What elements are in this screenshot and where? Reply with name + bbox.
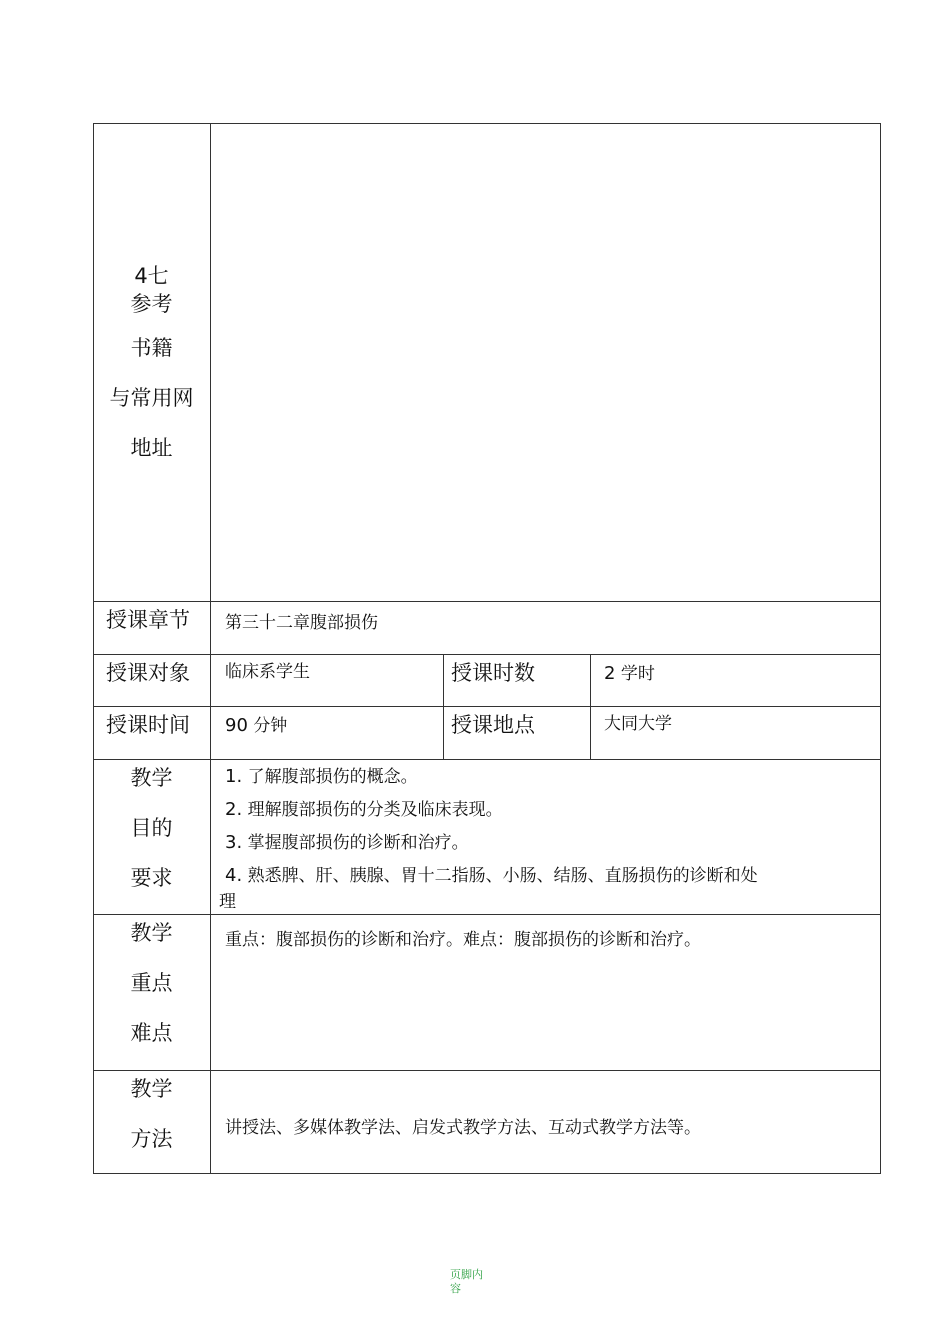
objectives-label-line-2: 目的 xyxy=(130,816,173,840)
chapter-label: 授课章节 xyxy=(106,608,190,632)
audience-label: 授课对象 xyxy=(106,661,190,685)
row-divider-4 xyxy=(93,759,881,760)
key-points-label-line-3: 难点 xyxy=(130,1021,173,1045)
footer-line-2: 容 xyxy=(450,1282,461,1295)
objective-num-4: 4. xyxy=(225,865,243,886)
minutes-unit: 分钟 xyxy=(253,716,288,736)
objective-item-4-wrap: 理 xyxy=(219,892,236,912)
chapter-value: 第三十二章腹部损伤 xyxy=(225,613,378,633)
hours-number: 2 xyxy=(604,663,616,684)
references-label xyxy=(93,260,210,460)
key-points-label xyxy=(93,917,210,1057)
objective-item-3 xyxy=(225,828,469,853)
references-label-line-5: 地址 xyxy=(130,436,173,460)
inner-divider-b xyxy=(590,654,591,759)
key-points-label-line-2: 重点 xyxy=(130,971,173,995)
inner-divider-a xyxy=(443,654,444,759)
table-border-bottom xyxy=(93,1173,881,1174)
objective-text-1: 了解腹部损伤的概念。 xyxy=(247,767,418,787)
objective-text-2: 理解腹部损伤的分类及临床表现。 xyxy=(247,800,503,820)
table-column-divider xyxy=(210,123,211,1174)
row-divider-6 xyxy=(93,1070,881,1071)
objectives-label-line-1: 教学 xyxy=(130,766,173,790)
footer-line-1: 页脚内 xyxy=(450,1268,483,1281)
minutes-number: 90 xyxy=(225,715,248,736)
key-points-label-line-1: 教学 xyxy=(130,921,173,945)
key-points-value: 重点：腹部损伤的诊断和治疗。难点：腹部损伤的诊断和治疗。 xyxy=(225,930,701,950)
objectives-label xyxy=(93,762,210,902)
objective-item-4 xyxy=(225,861,758,886)
references-label-line-4: 与常用网 xyxy=(109,386,194,410)
hours-value xyxy=(604,659,655,684)
hours-unit: 学时 xyxy=(620,664,655,684)
references-label-line-3: 书籍 xyxy=(130,336,173,360)
row-divider-3 xyxy=(93,706,881,707)
time-label: 授课时间 xyxy=(106,713,190,737)
hours-label: 授课时数 xyxy=(451,661,535,685)
methods-label xyxy=(93,1073,210,1163)
objectives-label-line-3: 要求 xyxy=(130,866,173,890)
objective-num-3: 3. xyxy=(225,832,243,853)
objective-text-4: 熟悉脾、肝、胰腺、胃十二指肠、小肠、结肠、直肠损伤的诊断和处 xyxy=(247,866,758,886)
objective-num-2: 2. xyxy=(225,799,243,820)
references-label-line-1: 4七 xyxy=(134,264,169,288)
table-border-right xyxy=(880,123,881,1174)
place-label: 授课地点 xyxy=(451,713,535,737)
objective-item-2 xyxy=(225,795,503,820)
place-value: 大同大学 xyxy=(604,714,672,734)
methods-label-line-2: 方法 xyxy=(130,1127,173,1151)
table-border-top xyxy=(93,123,881,124)
page-footer xyxy=(450,1268,490,1296)
audience-value: 临床系学生 xyxy=(225,662,310,682)
row-divider-2 xyxy=(93,654,881,655)
objective-num-1: 1. xyxy=(225,766,243,787)
references-label-line-2: 参考 xyxy=(130,292,173,316)
time-value xyxy=(225,711,287,736)
objective-text-3: 掌握腹部损伤的诊断和治疗。 xyxy=(247,833,469,853)
row-divider-5 xyxy=(93,914,881,915)
row-divider-1 xyxy=(93,601,881,602)
methods-value: 讲授法、多媒体教学法、启发式教学方法、互动式教学方法等。 xyxy=(225,1118,701,1138)
objective-item-1 xyxy=(225,762,418,787)
methods-label-line-1: 教学 xyxy=(130,1077,173,1101)
